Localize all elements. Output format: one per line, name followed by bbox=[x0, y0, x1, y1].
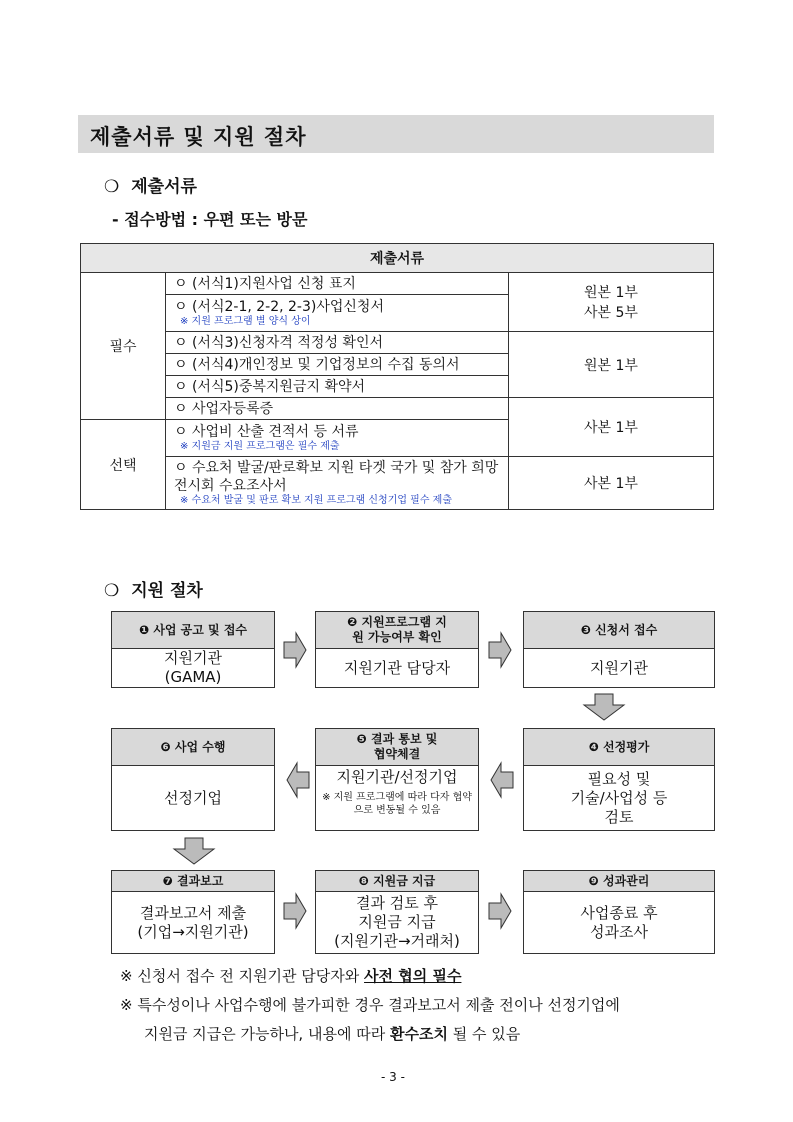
table-row: ㅇ 수요처 발굴/판로확보 지원 타겟 국가 및 참가 희망 전시회 수요조사서 ※ 수요처 발굴 및 판로 확보 지원 프로그램 신청기업 필수 제출 bbox=[166, 457, 509, 510]
submission-method: - 접수방법 : 우편 또는 방문 bbox=[112, 210, 308, 229]
optional-label: 선택 bbox=[81, 420, 166, 510]
step-5-body: 지원기관/선정기업 ※ 지원 프로그램에 따라 다자 협약으로 변동될 수 있음 bbox=[322, 768, 472, 816]
amount-cell: 원본 1부 사본 5부 bbox=[509, 273, 714, 332]
arrow-down-icon bbox=[172, 836, 216, 866]
step-2-box bbox=[315, 611, 479, 688]
procedure-section-label: 지원 절차 bbox=[131, 581, 203, 601]
step-2-head: ❷ 지원프로그램 지원 가능여부 확인 bbox=[316, 612, 478, 649]
table-row: ㅇ (서식3)신청자격 적정성 확인서 bbox=[166, 332, 509, 354]
step-1-head: ❶ 사업 공고 및 접수 bbox=[112, 612, 274, 649]
step-7-head: ❼ 결과보고 bbox=[112, 871, 274, 892]
note-1: ※ 신청서 접수 전 지원기관 담당자와 사전 협의 필수 bbox=[120, 967, 462, 985]
step-3-body: 지원기관 bbox=[590, 658, 648, 677]
docs-section-title bbox=[104, 172, 197, 197]
step-5-head: ❺ 결과 통보 및 협약체결 bbox=[316, 729, 478, 766]
table-row: ㅇ (서식1)지원사업 신청 표지 bbox=[166, 273, 509, 295]
amount-cell: 원본 1부 bbox=[509, 332, 714, 398]
amount-cell: 사본 1부 bbox=[509, 457, 714, 510]
circle-bullet-icon: ❍ bbox=[104, 177, 120, 197]
section-header-bar bbox=[78, 115, 714, 153]
arrow-down-icon bbox=[582, 692, 626, 722]
documents-table bbox=[80, 243, 714, 510]
step-4-head: ❹ 선정평가 bbox=[524, 729, 714, 766]
step-9-head: ❾ 성과관리 bbox=[524, 871, 714, 892]
required-label: 필수 bbox=[81, 273, 166, 420]
step-4-body: 필요성 및 기술/사업성 등 검토 bbox=[570, 769, 668, 826]
step-1-body: 지원기관 (GAMA) bbox=[164, 649, 222, 686]
step-5-box bbox=[315, 728, 479, 831]
step-7-body: 결과보고서 제출 (기업→지원기관) bbox=[137, 903, 249, 941]
step-6-box bbox=[111, 728, 275, 831]
step-6-head: ❻ 사업 수행 bbox=[112, 729, 274, 766]
arrow-left-icon bbox=[285, 760, 311, 800]
step-8-box bbox=[315, 870, 479, 954]
page-title: 제출서류 및 지원 절차 bbox=[90, 125, 307, 149]
step-9-body: 사업종료 후 성과조사 bbox=[580, 903, 658, 941]
step-6-body: 선정기업 bbox=[164, 788, 222, 807]
step-8-body: 결과 검토 후 지원금 지급 (지원기관→거래처) bbox=[334, 894, 460, 950]
table-row: ㅇ (서식2-1, 2-2, 2-3)사업신청서 ※ 지원 프로그램 별 양식 상이 bbox=[166, 295, 509, 332]
table-row: ㅇ (서식5)중복지원금지 확약서 bbox=[166, 376, 509, 398]
amount-cell: 사본 1부 bbox=[509, 398, 714, 457]
arrow-right-icon bbox=[487, 891, 513, 931]
arrow-right-icon bbox=[282, 630, 308, 670]
step-8-head: ❽ 지원금 지급 bbox=[316, 871, 478, 892]
step-3-head: ❸ 신청서 접수 bbox=[524, 612, 714, 649]
arrow-left-icon bbox=[489, 760, 515, 800]
step-3-box bbox=[523, 611, 715, 688]
notes-block bbox=[120, 962, 720, 1049]
table-row: ㅇ (서식4)개인정보 및 기업정보의 수집 동의서 bbox=[166, 354, 509, 376]
table-row: ㅇ 사업비 산출 견적서 등 서류 ※ 지원금 지원 프로그램은 필수 제출 bbox=[166, 420, 509, 457]
note-2-cont: 지원금 지급은 가능하나, 내용에 따라 환수조치 될 수 있음 bbox=[144, 1025, 521, 1043]
step-9-box bbox=[523, 870, 715, 954]
circle-bullet-icon: ❍ bbox=[104, 581, 120, 601]
arrow-right-icon bbox=[282, 891, 308, 931]
table-row: ㅇ 사업자등록증 bbox=[166, 398, 509, 420]
step-1-box bbox=[111, 611, 275, 688]
step-4-box bbox=[523, 728, 715, 831]
table-header: 제출서류 bbox=[81, 244, 714, 273]
step-2-body: 지원기관 담당자 bbox=[343, 658, 451, 677]
page-number: - 3 - bbox=[381, 1070, 405, 1084]
docs-section-label: 제출서류 bbox=[131, 177, 197, 197]
step-7-box bbox=[111, 870, 275, 954]
note-2: ※ 특수성이나 사업수행에 불가피한 경우 결과보고서 제출 전이나 선정기업에 bbox=[120, 996, 620, 1014]
procedure-section-title bbox=[104, 576, 203, 601]
arrow-right-icon bbox=[487, 630, 513, 670]
